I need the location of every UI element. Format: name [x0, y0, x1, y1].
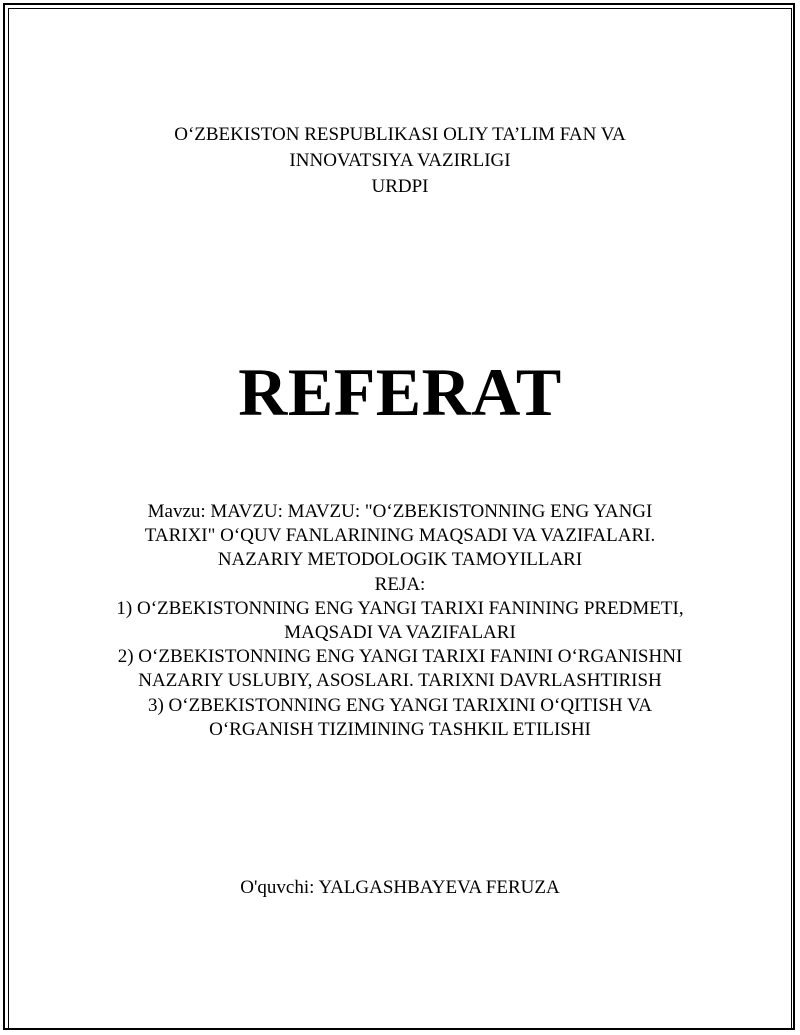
plan-item-1-line-2: MAQSADI VA VAZIFALARI — [284, 622, 516, 644]
topic-line-2: TARIXI" O‘QUV FANLARINING MAQSADI VA VAZIFALARI. — [144, 525, 656, 547]
plan-label: REJA: — [374, 573, 426, 595]
plan-item-2-line-2: NAZARIY USLUBIY, ASOSLARI. TARIXNI DAVRLASHTIRISH — [138, 670, 662, 692]
ministry-line-2: INNOVATSIYA VAZIRLIGI — [289, 150, 511, 171]
plan-item-3-line-2: O‘RGANISH TIZIMINING TASHKIL ETILISHI — [209, 718, 591, 740]
plan-item-2-line-1: 2) O‘ZBEKISTONNING ENG YANGI TARIXI FANINI O‘RGANISHNI — [117, 646, 683, 668]
institution-header — [0, 122, 800, 200]
topic-line-1: Mavzu: MAVZU: MAVZU: "O‘ZBEKISTONNING ENG YANGI — [147, 501, 653, 522]
document-title: REFERAT — [238, 354, 562, 430]
plan-item-1-line-1: 1) O‘ZBEKISTONNING ENG YANGI TARIXI FANINING PREDMETI, — [116, 597, 684, 619]
ministry-line-1: O‘ZBEKISTON RESPUBLIKASI OLIY TA’LIM FAN VA — [174, 124, 626, 145]
topic-block — [0, 500, 800, 742]
plan-item-3-line-1: 3) O‘ZBEKISTONNING ENG YANGI TARIXINI O‘QITISH VA — [147, 694, 653, 716]
topic-line-3: NAZARIY METODOLOGIK TAMOYILLARI — [217, 549, 583, 571]
student-name: O'quvchi: YALGASHBAYEVA FERUZA — [240, 877, 560, 898]
institute-name: URDPI — [371, 176, 429, 197]
